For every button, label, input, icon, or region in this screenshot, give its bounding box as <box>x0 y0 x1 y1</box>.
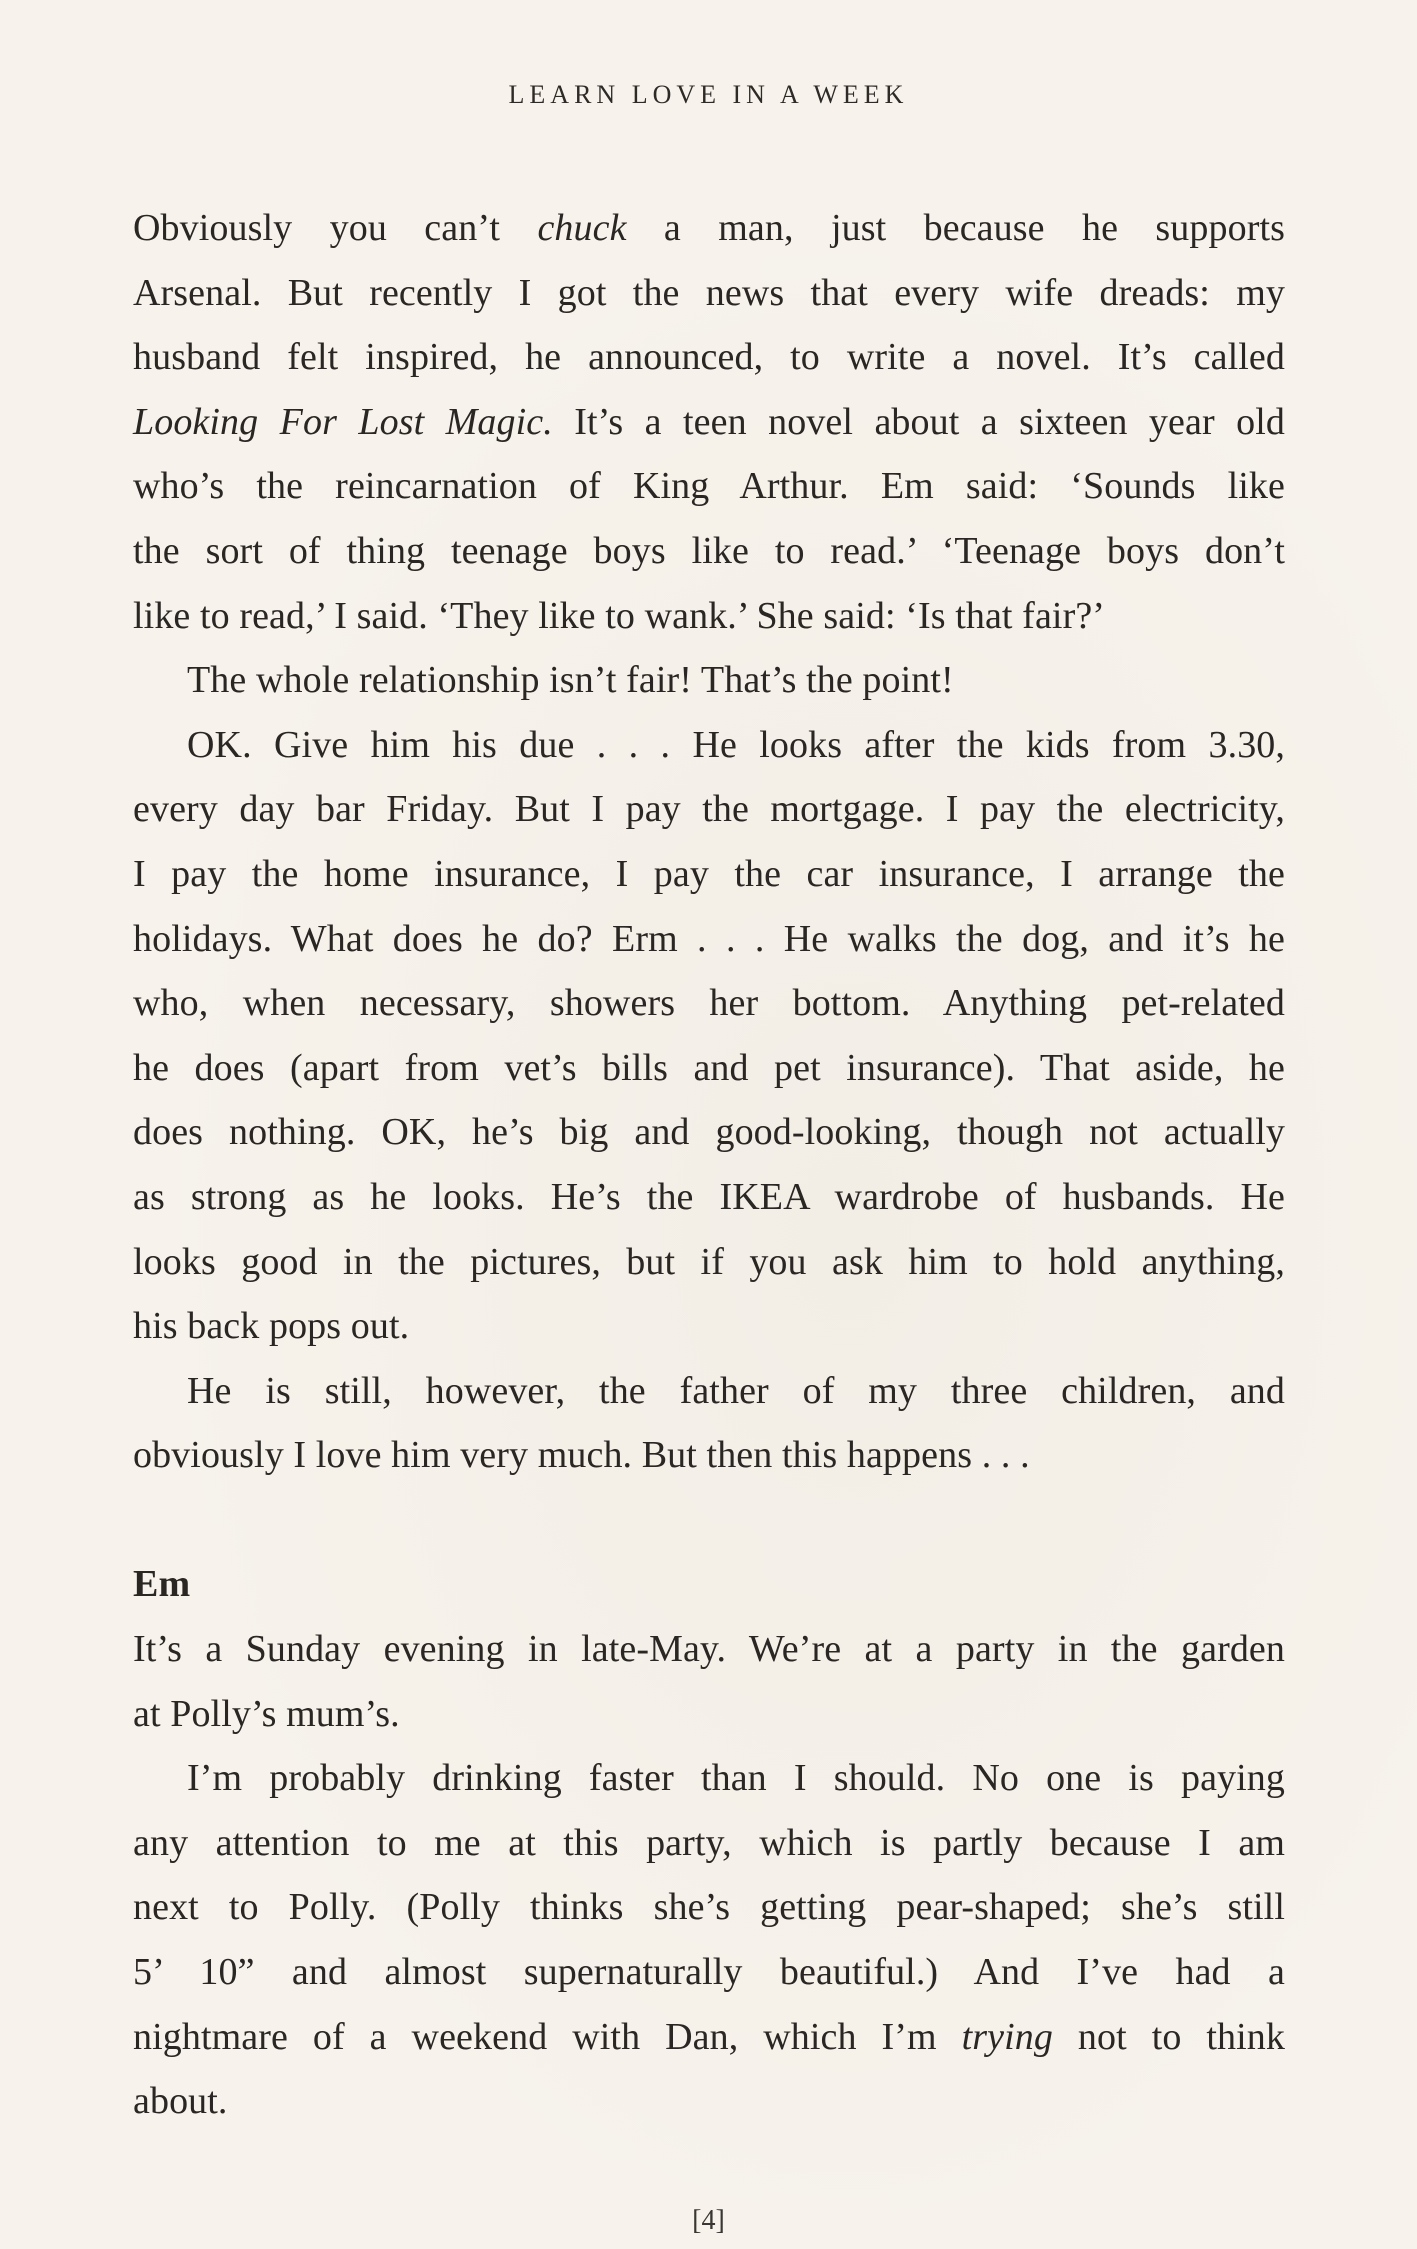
text-line: 5’ 10” and almost supernaturally beautiful.) And I’ve had a <box>133 1951 1285 1994</box>
text-line: The whole relationship isn’t fair! That’s the point! <box>187 659 954 702</box>
text-line: who, when necessary, showers her bottom. Anything pet-related <box>133 982 1285 1025</box>
page-number: [4] <box>692 2205 725 2236</box>
text-line: does nothing. OK, he’s big and good-looking, though not actually <box>133 1111 1285 1154</box>
section-break <box>133 1488 1285 1553</box>
body-text <box>133 196 1285 2134</box>
text-line: at Polly’s mum’s. <box>133 1692 400 1735</box>
text-line: about. <box>133 2080 228 2123</box>
text-line: nightmare of a weekend with Dan, which I’m trying not to think <box>133 2015 1286 2058</box>
text-line: next to Polly. (Polly thinks she’s getting pear-shaped; she’s still <box>133 1886 1285 1929</box>
text-line: who’s the reincarnation of King Arthur. Em said: ‘Sounds like <box>133 465 1285 508</box>
text-line: holidays. What does he do? Erm . . . He walks the dog, and it’s he <box>133 917 1285 960</box>
text-line: Arsenal. But recently I got the news that every wife dreads: my <box>133 271 1285 314</box>
text-line: any attention to me at this party, which is partly because I am <box>133 1821 1285 1864</box>
italic-text: chuck <box>537 207 627 249</box>
italic-text: trying <box>961 2015 1053 2058</box>
text-line: every day bar Friday. But I pay the mortgage. I pay the electricity, <box>133 788 1285 831</box>
running-head: LEARN LOVE IN A WEEK <box>508 80 909 109</box>
text-line: he does (apart from vet’s bills and pet insurance). That aside, he <box>133 1046 1285 1089</box>
text-line: husband felt inspired, he announced, to write a novel. It’s called <box>133 336 1285 379</box>
text-line: He is still, however, the father of my three children, and <box>187 1369 1285 1412</box>
text-line: OK. Give him his due . . . He looks after the kids from 3.30, <box>187 723 1285 766</box>
text-line: Looking For Lost Magic. It’s a teen novel about a sixteen year old <box>133 400 1285 443</box>
text-line: I’m probably drinking faster than I should. No one is paying <box>187 1757 1285 1800</box>
text-line: looks good in the pictures, but if you ask him to hold anything, <box>133 1240 1285 1283</box>
text-line: the sort of thing teenage boys like to read.’ ‘Teenage boys don’t <box>133 529 1285 572</box>
section-heading: Em <box>133 1563 191 1606</box>
text-line: I pay the home insurance, I pay the car insurance, I arrange the <box>133 852 1285 895</box>
text-line: Obviously you can’t chuck a man, just because he supports <box>133 207 1285 249</box>
text-line: like to read,’ I said. ‘They like to wank.’ She said: ‘Is that fair?’ <box>133 594 1106 637</box>
italic-text: Looking For Lost Magic. <box>133 400 553 443</box>
text-line: It’s a Sunday evening in late-May. We’re at a party in the garden <box>133 1628 1285 1671</box>
text-line: obviously I love him very much. But then this happens . . . <box>133 1434 1030 1477</box>
text-line: as strong as he looks. He’s the IKEA wardrobe of husbands. He <box>133 1175 1285 1218</box>
text-line: his back pops out. <box>133 1305 410 1348</box>
